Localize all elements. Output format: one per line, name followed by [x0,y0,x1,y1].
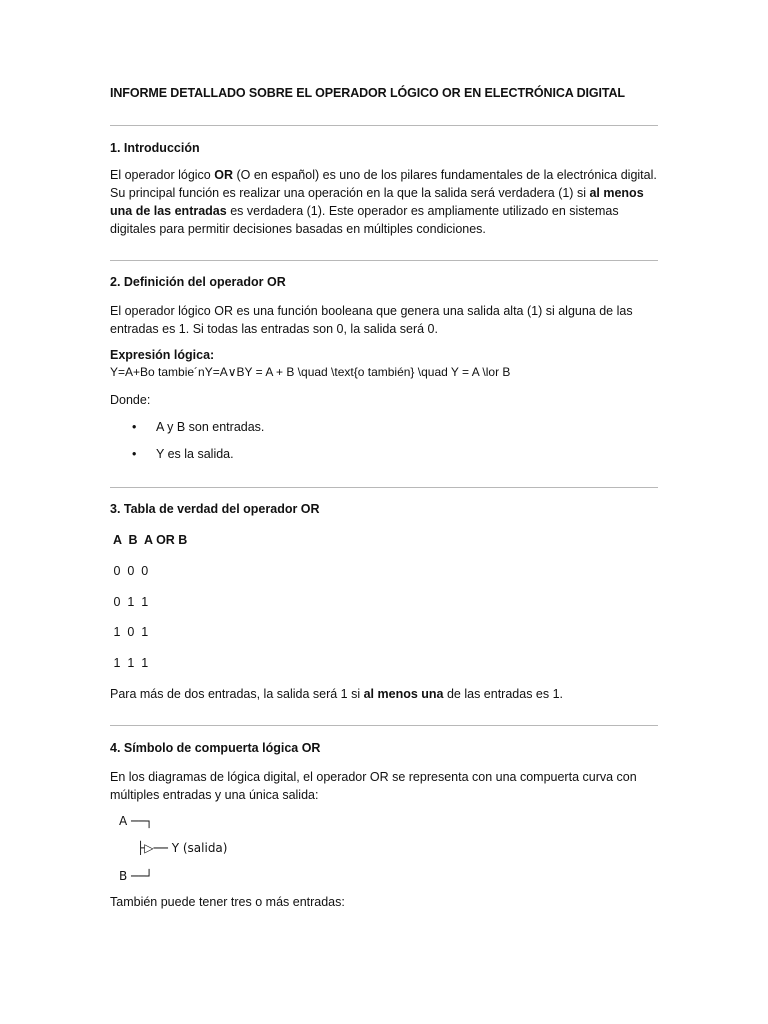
divider [110,725,658,726]
expression: Y=A+Bo tambie´nY=A∨BY = A + B \quad \text{o también} \quad Y = A \lor B [110,365,511,379]
gate-diagram-output: ├▷── Y (salida) [137,841,228,855]
bullet-icon: • [132,447,137,461]
section-4-heading: 4. Símbolo de compuerta lógica OR [110,741,321,755]
truth-table-row: 0 1 1 [110,595,149,609]
section-4-tail: También puede tener tres o más entradas: [110,895,345,909]
text: El operador lógico [110,168,215,182]
bullet-item: Y es la salida. [156,447,234,461]
text: de las entradas es 1. [443,687,564,701]
truth-table-row: 1 0 1 [110,625,149,639]
section-3-heading: 3. Tabla de verdad del operador OR [110,502,320,516]
bullet-item: A y B son entradas. [156,420,265,434]
donde-label: Donde: [110,393,151,407]
divider [110,487,658,488]
gate-diagram-line-b: B ──┘ [119,869,153,883]
gate-diagram-line-a: A ──┐ [119,814,153,828]
bullet-icon: • [132,420,137,434]
text: Para más de dos entradas, la salida será 1 si [110,687,364,701]
section-1-heading: 1. Introducción [110,141,200,155]
section-2-heading: 2. Definición del operador OR [110,275,286,289]
truth-table-row: 1 1 1 [110,656,149,670]
truth-table-note [110,687,563,701]
expression-label: Expresión lógica: [110,348,215,362]
divider [110,260,658,261]
bold-text: al menos una de las entradas [110,186,644,218]
section-4-paragraph: En los diagramas de lógica digital, el operador OR se representa con una compuerta curva con múltiples entradas y una única salida: [110,770,637,802]
truth-table-row: 0 0 0 [110,564,149,578]
bold-text: OR [214,168,233,182]
document-title: INFORME DETALLADO SOBRE EL OPERADOR LÓGICO OR EN ELECTRÓNICA DIGITAL [110,86,625,100]
truth-table-header: A B A OR B [110,533,188,547]
section-2-paragraph: El operador lógico OR es una función booleana que genera una salida alta (1) si alguna de las entradas es 1. Si todas las entradas son 0, la salida será 0. [110,304,633,336]
text: (O en español) es uno de los pilares fundamentales de la electrónica digital. Su principal función es realizar una operación en la que la salida será verdadera (1) si [110,168,657,200]
text: es verdadera (1). Este operador es ampliamente utilizado en sistemas digitales para permitir decisiones basadas en múltiples condiciones. [110,204,619,236]
divider [110,125,658,126]
bold-text: al menos una [363,687,444,701]
section-1-paragraph [110,166,658,238]
